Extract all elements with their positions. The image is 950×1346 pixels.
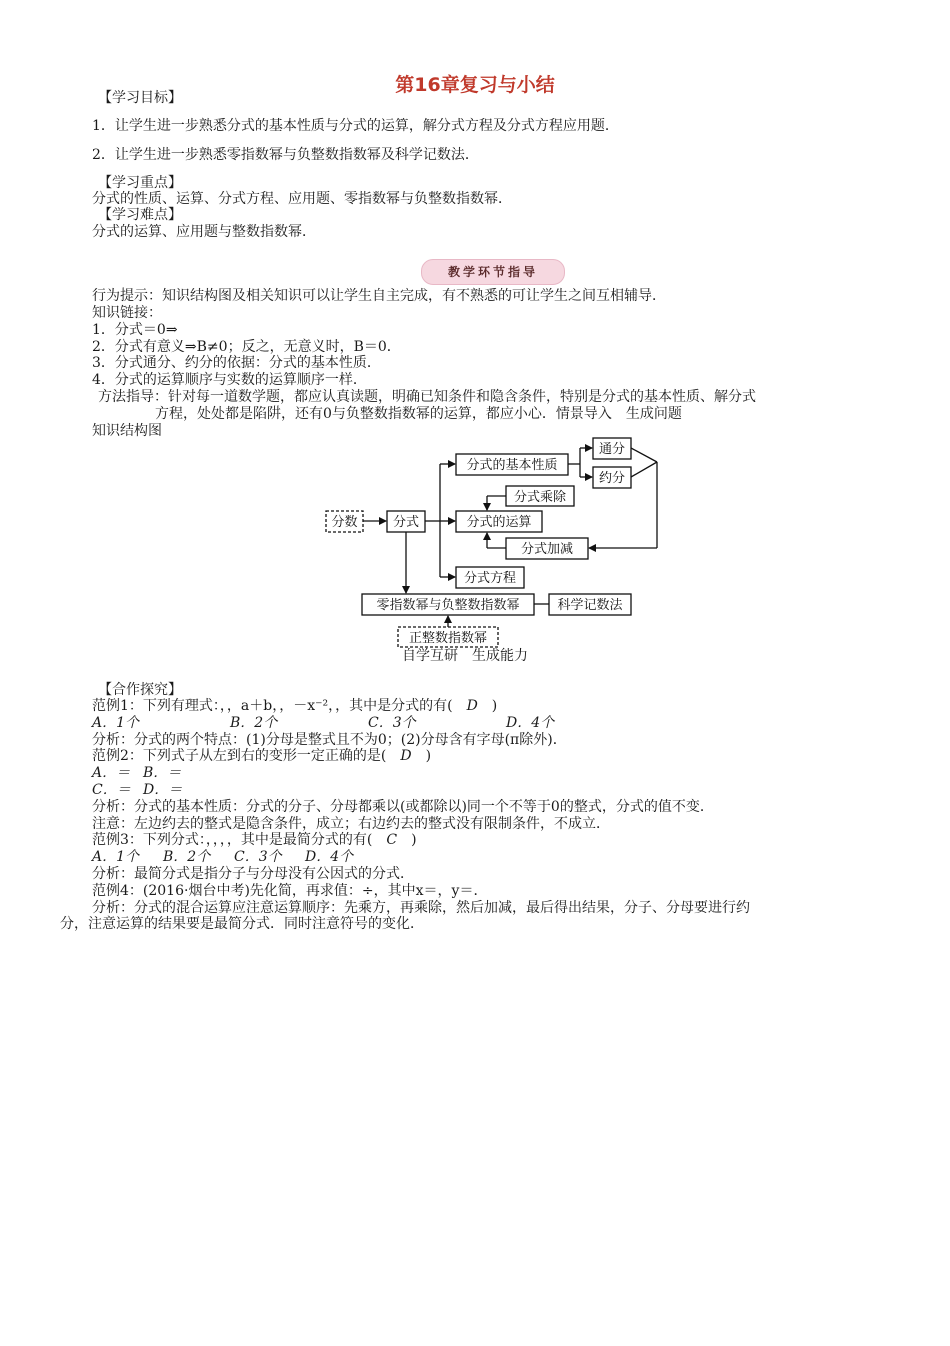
objective-item-2: 2．让学生进一步熟悉零指数幂与负整数指数幂及科学记数法． <box>92 147 479 163</box>
example2-option-b: B．＝ <box>143 765 182 781</box>
example1-option-d: D．4个 <box>506 715 555 731</box>
difficulties-heading: 【学习难点】 <box>98 207 182 223</box>
section-banner: 教学环节指导 <box>421 259 565 285</box>
coop-heading: 【合作探究】 <box>98 682 182 698</box>
key-points-text: 分式的性质、运算、分式方程、应用题、零指数幂与负整数指数幂． <box>92 191 512 207</box>
example3-option-b: B．2个 <box>163 849 211 865</box>
method-guide-line1: 方法指导：针对每一道数学题，都应认真读题，明确已知条件和隐含条件，特别是分式的基本性质、解分式 <box>98 389 756 405</box>
example2-option-c: C．＝ <box>92 782 131 798</box>
example3-close: ) <box>397 832 417 848</box>
example1-analysis: 分析：分式的两个特点：(1)分母是整式且不为0；(2)分母含有字母(π除外)． <box>92 732 567 748</box>
method-guide-line2: 方程，处处都是陷阱，还有0与负整数指数幂的运算，都应小心．情景导入 生成问题 <box>155 406 682 422</box>
example2-answer: D <box>400 748 412 764</box>
difficulties-text: 分式的运算、应用题与整数指数幂． <box>92 224 316 240</box>
objective-item-1: 1．让学生进一步熟悉分式的基本性质与分式的运算，解分式方程及分式方程应用题． <box>92 118 619 134</box>
example1-stem: 范例1：下列有理式：，，a＋b，，－x⁻²，，其中是分式的有( <box>92 698 467 714</box>
label-zero-neg-power: 零指数幂与负整数指数幂 <box>376 598 520 613</box>
label-fenshu: 分数 <box>331 515 358 530</box>
example4-analysis-line2: 分，注意运算的结果要是最简分式．同时注意符号的变化． <box>60 916 424 932</box>
label-scientific: 科学记数法 <box>557 598 623 613</box>
link-item-1: 1．分式＝0⇒ <box>92 322 178 338</box>
label-fangcheng: 分式方程 <box>463 571 517 586</box>
key-points-heading: 【学习重点】 <box>98 175 182 191</box>
link-item-2: 2．分式有意义⇒B≠0；反之，无意义时，B＝0． <box>92 339 401 355</box>
example3-stem: 范例3：下列分式：，，，，其中是最简分式的有( <box>92 832 387 848</box>
structure-heading: 知识结构图 <box>92 423 162 439</box>
example3-answer: C <box>386 832 398 848</box>
example3-option-a: A．1个 <box>92 849 140 865</box>
example1-option-c: C．3个 <box>368 715 416 731</box>
label-fenshi: 分式 <box>392 515 420 530</box>
page-title: 第16章复习与小结 <box>395 74 555 96</box>
example1-close: ) <box>477 698 498 714</box>
label-chengchu: 分式乘除 <box>513 490 567 505</box>
link-item-3: 3．分式通分、约分的依据：分式的基本性质． <box>92 355 381 371</box>
objectives-heading: 【学习目标】 <box>98 90 182 106</box>
label-pos-power: 正整数指数幂 <box>408 631 488 646</box>
example3-option-d: D．4个 <box>305 849 354 865</box>
label-yunsuan: 分式的运算 <box>466 515 532 530</box>
example2-note: 注意：左边约去的整式是隐含条件，成立；右边约去的整式没有限制条件，不成立． <box>92 816 610 832</box>
example3-option-c: C．3个 <box>234 849 282 865</box>
example3-question <box>92 832 417 849</box>
label-jiajian: 分式加减 <box>520 542 574 557</box>
self-study-caption: 自学互研 生成能力 <box>402 648 528 664</box>
links-heading: 知识链接： <box>92 305 162 321</box>
label-yuefen: 约分 <box>598 471 626 486</box>
behavior-hint: 行为提示：知识结构图及相关知识可以让学生自主完成，有不熟悉的可让学生之间互相辅导． <box>92 288 666 304</box>
example1-option-b: B．2个 <box>230 715 278 731</box>
link-item-4: 4．分式的运算顺序与实数的运算顺序一样． <box>92 372 367 388</box>
label-tongfen: 通分 <box>598 442 626 457</box>
example2-option-a: A．＝ <box>92 765 131 781</box>
example2-question <box>92 748 431 765</box>
example2-stem: 范例2：下列式子从左到右的变形一定正确的是( <box>92 748 401 764</box>
example3-analysis: 分析：最简分式是指分子与分母没有公因式的分式． <box>92 866 414 882</box>
example2-close: ) <box>411 748 432 764</box>
example2-option-d: D．＝ <box>143 782 183 798</box>
example1-answer: D <box>466 698 478 714</box>
example4-analysis-line1: 分析：分式的混合运算应注意运算顺序：先乘方，再乘除，然后加减，最后得出结果，分子、分母要进行约 <box>92 900 750 916</box>
example4-question: 范例4：(2016·烟台中考)先化简，再求值：÷，其中x＝，y＝． <box>92 883 488 899</box>
example2-analysis: 分析：分式的基本性质：分式的分子、分母都乘以(或都除以)同一个不等于0的整式，分式的值不变． <box>92 799 714 815</box>
example1-option-a: A．1个 <box>92 715 140 731</box>
label-basic-property: 分式的基本性质 <box>466 458 558 473</box>
example1-question <box>92 698 497 715</box>
